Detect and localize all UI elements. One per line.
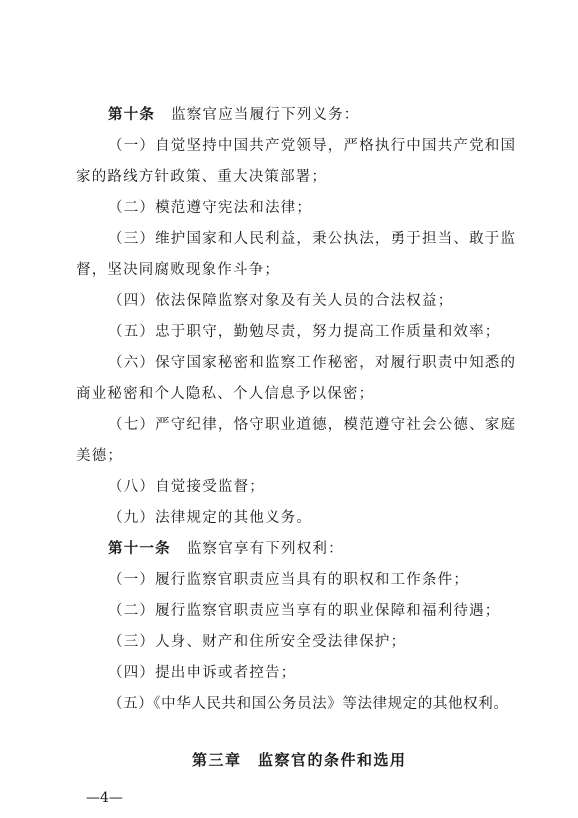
article-11-item-4: （四）提出申诉或者控告； — [108, 665, 297, 681]
article-10-item-6-a: （六）保守国家秘密和监察工作秘密，对履行职责中知悉的 — [108, 355, 517, 371]
article-11-intro: 监察官享有下列权利： — [186, 541, 344, 557]
article-10-item-6-b: 商业秘密和个人隐私、个人信息予以保密； — [76, 386, 375, 402]
article-10-item-5: （五）忠于职守，勤勉尽责，努力提高工作质量和效率； — [108, 324, 501, 340]
article-10-item-7-a: （七）严守纪律，恪守职业道德，模范遵守社会公德、家庭 — [108, 417, 517, 433]
page-number: —4— — [86, 790, 123, 806]
article-11-heading: 第十一条 — [108, 541, 171, 557]
article-10-heading: 第十条 — [108, 107, 156, 123]
article-10-intro: 监察官应当履行下列义务： — [171, 107, 360, 123]
article-10-item-1-b: 家的路线方针政策、重大决策部署； — [76, 169, 328, 185]
article-10-item-1-a: （一）自觉坚持中国共产党领导，严格执行中国共产党和国 — [108, 138, 517, 154]
article-11-item-1: （一）履行监察官职责应当具有的职权和工作条件； — [108, 572, 470, 588]
article-10-item-3-b: 督，坚决同腐败现象作斗争； — [76, 262, 281, 278]
article-10-item-3-a: （三）维护国家和人民利益，秉公执法，勇于担当、敢于监 — [108, 231, 517, 247]
article-11-heading-line — [108, 540, 344, 558]
article-10-item-4: （四）依法保障监察对象及有关人员的合法权益； — [108, 293, 454, 309]
article-10-item-9: （九）法律规定的其他义务。 — [108, 510, 313, 526]
article-10-item-2: （二）模范遵守宪法和法律； — [108, 200, 313, 216]
article-11-item-5: （五）《中华人民共和国公务员法》等法律规定的其他权利。 — [108, 696, 509, 712]
chapter-title: 第三章 监察官的条件和选用 — [192, 751, 407, 769]
article-11-item-2: （二）履行监察官职责应当享有的职业保障和福利待遇； — [108, 603, 501, 619]
article-11-item-3: （三）人身、财产和住所安全受法律保护； — [108, 634, 407, 650]
article-10-item-7-b: 美德； — [76, 448, 124, 464]
article-10-heading-line — [108, 106, 360, 124]
article-10-item-8: （八）自觉接受监督； — [108, 479, 265, 495]
